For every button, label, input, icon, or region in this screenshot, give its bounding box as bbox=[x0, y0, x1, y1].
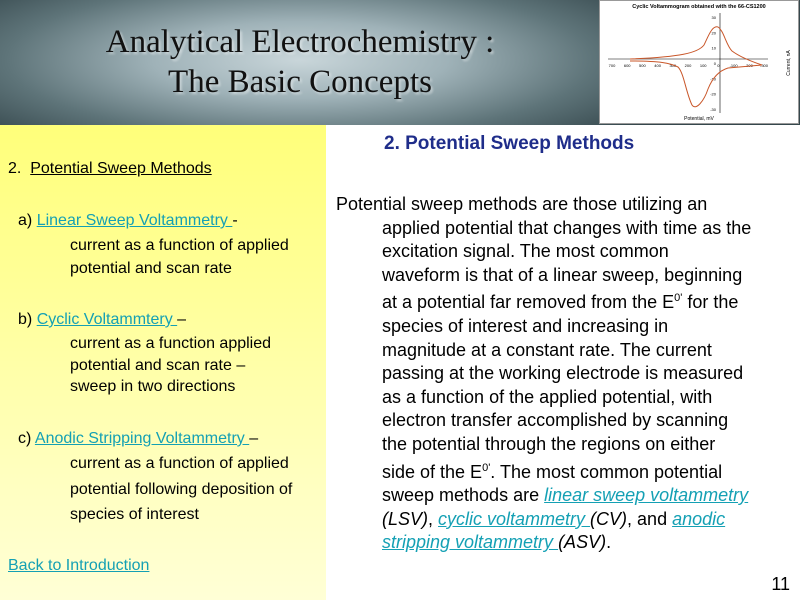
link-asv[interactable]: anodic bbox=[672, 508, 726, 529]
sidebar-item-asv bbox=[18, 430, 258, 448]
y-tick-label: -30 bbox=[710, 107, 716, 112]
sidebar-heading-text: Potential Sweep Methods bbox=[30, 160, 212, 177]
sidebar-heading-number: 2. bbox=[8, 160, 22, 177]
x-tick-label: 400 bbox=[654, 63, 661, 68]
body-text-fragment: at a potential far removed from the E bbox=[382, 292, 675, 313]
item-description: potential and scan rate bbox=[70, 260, 232, 277]
x-tick-label: 700 bbox=[608, 63, 616, 68]
item-description: species of interest bbox=[70, 506, 199, 523]
sidebar-panel bbox=[0, 125, 326, 600]
body-text-fragment: sweep methods are bbox=[382, 485, 545, 506]
abbr-lsv: (LSV) bbox=[382, 508, 429, 529]
body-line: Potential sweep methods are those utilizing an bbox=[336, 194, 708, 214]
graph-title: Cyclic Voltammogram obtained with the 66-CS1200 bbox=[632, 4, 766, 10]
body-line bbox=[336, 484, 788, 508]
link-linear-sweep-voltammetry[interactable]: Linear Sweep Voltammetry bbox=[36, 212, 233, 229]
y-tick-label: -10 bbox=[710, 76, 716, 82]
sidebar-heading bbox=[8, 160, 212, 178]
x-tick-labels bbox=[609, 63, 769, 68]
x-tick-label: 600 bbox=[623, 63, 631, 68]
body-line: electron transfer accomplished by scanning bbox=[382, 410, 729, 431]
body-text-fragment: for the bbox=[682, 292, 739, 313]
body-line: applied potential that changes with time as the bbox=[382, 217, 752, 238]
item-separator: – bbox=[249, 430, 259, 447]
graph-ylabel: Current, nA bbox=[786, 50, 792, 76]
sidebar-item-lsv bbox=[18, 212, 238, 230]
link-cv[interactable]: cyclic voltammetry bbox=[438, 508, 591, 529]
item-letter: b) bbox=[18, 311, 33, 328]
body-text-fragment: , and bbox=[627, 508, 673, 529]
body-line bbox=[336, 508, 788, 532]
item-description: current as a function of applied bbox=[70, 455, 289, 472]
item-description: potential following deposition of bbox=[70, 481, 293, 498]
x-tick-label: 300 bbox=[669, 63, 677, 68]
x-tick-label: -100 bbox=[729, 63, 738, 68]
y-tick-label: 20 bbox=[711, 30, 716, 36]
title-line-1: Analytical Electrochemistry : bbox=[105, 24, 495, 60]
back-to-introduction-link[interactable]: Back to Introduction bbox=[8, 557, 150, 574]
item-letter: a) bbox=[18, 212, 33, 229]
item-description: current as a function of applied bbox=[70, 237, 289, 254]
sidebar-item-cv bbox=[18, 311, 186, 329]
main-title: 2. Potential Sweep Methods bbox=[384, 133, 635, 154]
body-line bbox=[336, 457, 788, 485]
main-body-text bbox=[336, 193, 788, 555]
item-description: current as a function applied bbox=[70, 335, 272, 352]
x-tick-label: -300 bbox=[759, 63, 769, 68]
voltammogram-curve bbox=[630, 27, 762, 107]
x-tick-label: 100 bbox=[699, 63, 707, 68]
body-text-fragment: . bbox=[606, 532, 612, 553]
item-separator: – bbox=[177, 311, 187, 328]
title-line-2: The Basic Concepts bbox=[168, 64, 432, 100]
superscript: 0' bbox=[674, 292, 683, 305]
y-tick-labels bbox=[710, 15, 717, 112]
graph-xlabel: Potential, mV bbox=[684, 116, 714, 122]
x-tick-label: -200 bbox=[744, 63, 753, 68]
x-tick-label: 200 bbox=[684, 63, 692, 68]
y-tick-label: 30 bbox=[711, 15, 716, 20]
body-line bbox=[336, 531, 788, 555]
body-line: passing at the working electrode is measured bbox=[382, 363, 744, 384]
body-text-fragment: side of the E bbox=[382, 461, 483, 482]
y-tick-label: 10 bbox=[711, 45, 716, 51]
cyclic-voltammogram-image bbox=[599, 0, 799, 124]
slide-title bbox=[40, 22, 560, 102]
y-tick-label: 0 bbox=[713, 61, 716, 66]
link-cyclic-voltammetry[interactable]: Cyclic Voltammtery bbox=[36, 311, 178, 328]
body-text-fragment: . The most common potential bbox=[490, 461, 723, 482]
voltammogram-plot bbox=[600, 1, 798, 123]
abbr-asv: (ASV) bbox=[558, 532, 607, 553]
x-tick-label: 0 bbox=[717, 63, 720, 68]
body-line bbox=[336, 287, 788, 315]
item-description: sweep in two directions bbox=[70, 378, 236, 395]
body-line: as a function of the applied potential, with bbox=[382, 386, 713, 407]
page-number: 11 bbox=[771, 574, 790, 594]
link-lsv[interactable]: linear sweep voltammetry bbox=[544, 485, 749, 506]
body-line: excitation signal. The most common bbox=[382, 241, 669, 262]
body-text-fragment: , bbox=[428, 508, 439, 529]
x-tick-label: 500 bbox=[639, 63, 646, 68]
abbr-cv: (CV) bbox=[590, 508, 628, 529]
link-anodic-stripping-voltammetry[interactable]: Anodic Stripping Voltammetry bbox=[34, 430, 250, 447]
item-letter: c) bbox=[18, 430, 32, 447]
item-separator: - bbox=[232, 212, 238, 229]
y-tick-label: -20 bbox=[710, 91, 716, 97]
link-asv[interactable]: stripping voltammetry bbox=[382, 532, 559, 553]
body-line: waveform is that of a linear sweep, beginning bbox=[382, 264, 743, 285]
body-line: magnitude at a constant rate. The current bbox=[382, 339, 712, 360]
superscript: 0' bbox=[482, 461, 491, 474]
body-line: species of interest and increasing in bbox=[382, 315, 669, 336]
item-description: potential and scan rate – bbox=[70, 357, 246, 374]
body-line: the potential through the regions on either bbox=[382, 433, 716, 454]
